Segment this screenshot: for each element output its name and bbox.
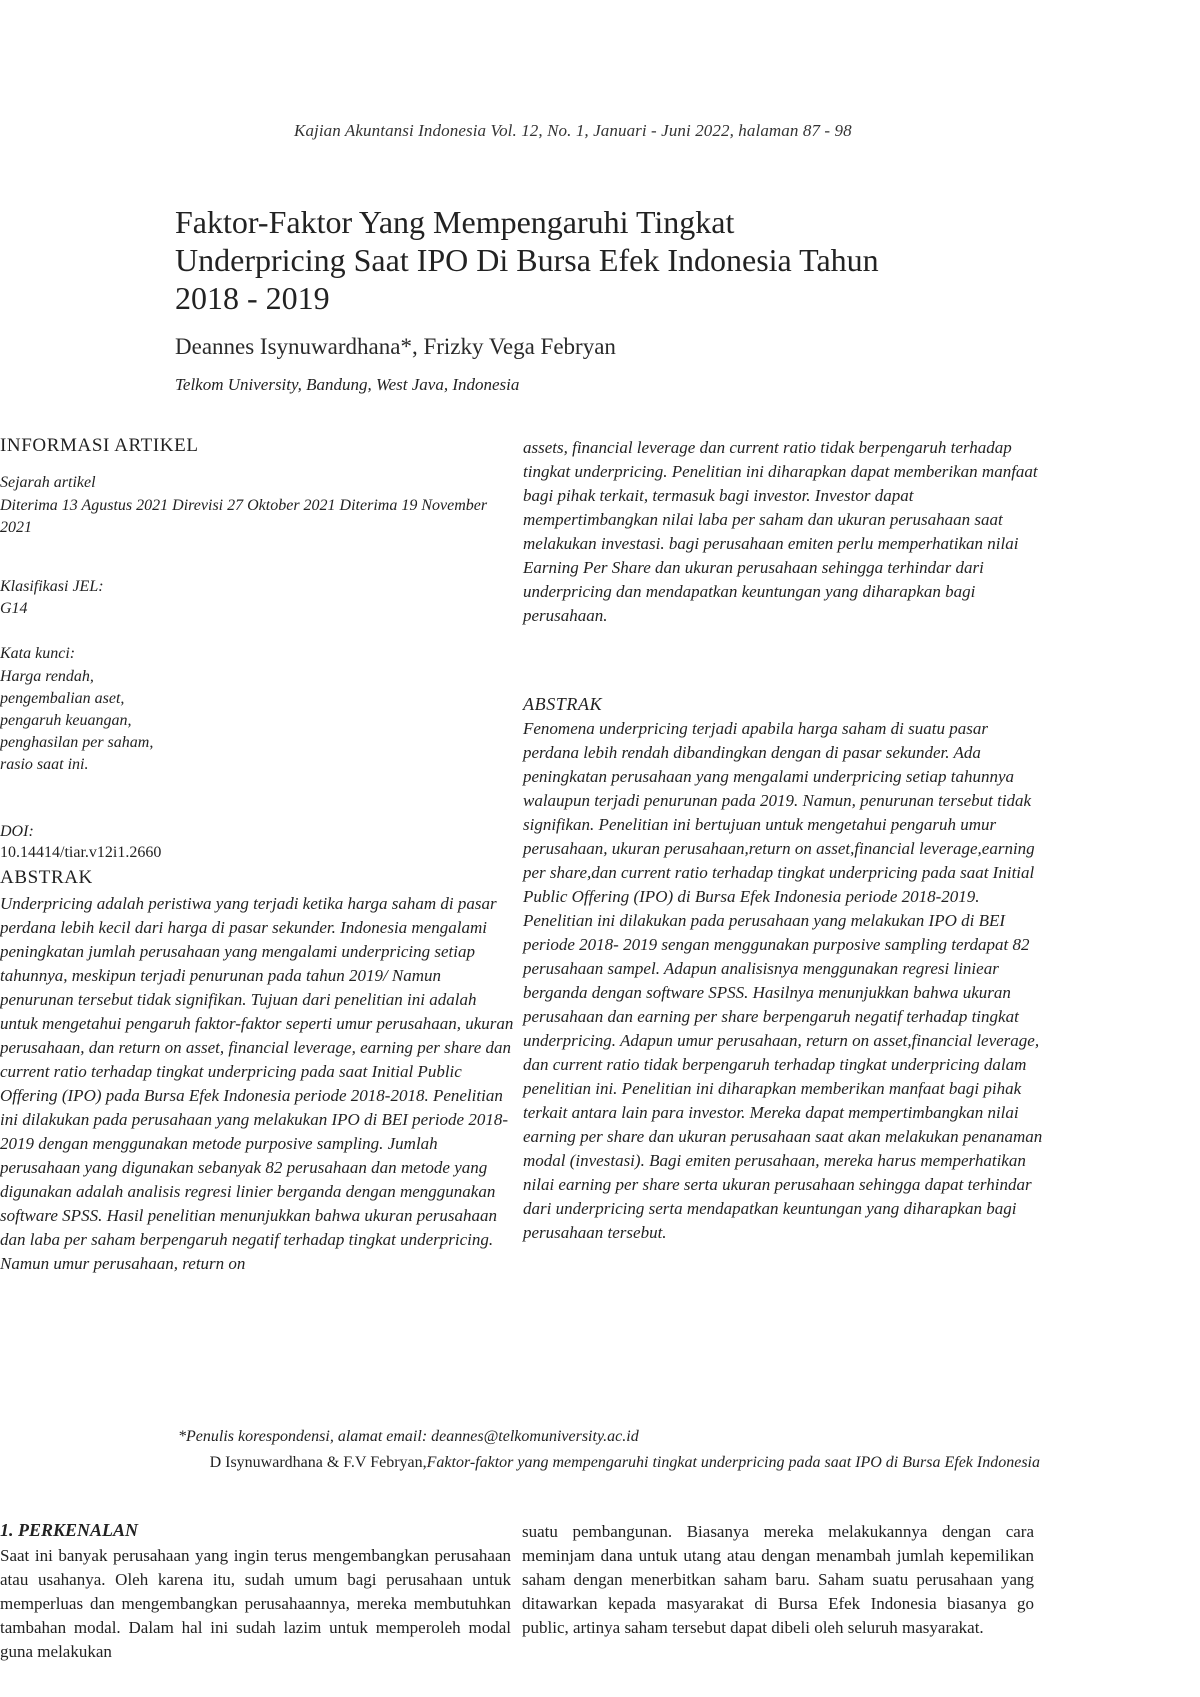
article-info-heading: INFORMASI ARTIKEL — [0, 435, 199, 456]
keyword: Harga rendah, — [0, 668, 94, 685]
keyword: rasio saat ini. — [0, 756, 89, 773]
title-line-2: Underpricing Saat IPO Di Bursa Efek Indonesia Tahun — [175, 242, 879, 278]
body-text-left: Saat ini banyak perusahaan yang ingin terus mengembangkan perusahaan atau usahanya. Oleh karena itu, sudah umum bagi perusahaan untuk memperluas dan mengembangkan perusahaannya, mereka membutuhkan tambahan modal. Dalam hal ini sudah lazim untuk memperoleh modal guna melakukan — [0, 1546, 511, 1661]
keyword: pengaruh keuangan, — [0, 712, 132, 729]
journal-header: Kajian Akuntansi Indonesia Vol. 12, No. 1, Januari - Juni 2022, halaman 87 - 98 — [294, 121, 852, 140]
abstract-heading-right: ABSTRAK — [523, 694, 603, 714]
abstract-text-left: Underpricing adalah peristiwa yang terjadi ketika harga saham di pasar perdana lebih kecil dari harga di pasar sekunder. Indonesia mengalami peningkatan jumlah perusahaan yang mengalami underpricing setiap tahunnya, meskipun terjadi penurunan pada tahun 2019/ Namun penurunan tersebut tidak signifikan. Tujuan dari penelitian ini adalah untuk mengetahui pengaruh faktor-faktor seperti umur perusahaan, ukuran perusahaan, dan return on asset, financial leverage, earning per share dan current ratio terhadap tingkat underpricing pada saat Initial Public Offering (IPO) pada Bursa Efek Indonesia periode 2018-2018. Penelitian ini dilakukan pada perusahaan yang melakukan IPO di BEI periode 2018-2019 dengan menggunakan metode purposive sampling. Jumlah perusahaan yang digunakan sebanyak 82 perusahaan dan metode yang digunakan adalah analisis regresi linier berganda dengan menggunakan software SPSS. Hasil penelitian menunjukkan bahwa ukuran perusahaan dan laba per saham berpengaruh negatif terhadap tingkat underpricing. Namun umur perusahaan, return on — [0, 894, 514, 1273]
abstract-continuation: assets, financial leverage dan current ratio tidak berpengaruh terhadap tingkat underpricing. Penelitian ini diharapkan dapat memberikan manfaat bagi pihak terkait, termasuk bagi investor. Investor dapat mempertimbangkan nilai laba per saham dan ukuran perusahaan saat melakukan investasi. bagi perusahaan emiten perlu memperhatikan nilai Earning Per Share dan ukuran perusahaan sehingga terhindar dari underpricing dan mendapatkan keuntungan yang diharapkan bagi perusahaan. — [523, 438, 1038, 625]
history-text: Diterima 13 Agustus 2021 Direvisi 27 Oktober 2021 Diterima 19 November 2021 — [0, 497, 488, 536]
jel-label: Klasifikasi JEL: — [0, 578, 104, 595]
keyword: penghasilan per saham, — [0, 734, 154, 751]
jel-code: G14 — [0, 600, 28, 617]
keywords-list — [0, 666, 520, 776]
authors: Deannes Isynuwardhana*, Frizky Vega Febryan — [175, 334, 616, 359]
doi-label: DOI: — [0, 823, 34, 840]
corresponding-author-footnote: *Penulis korespondensi, alamat email: deannes@telkomuniversity.ac.id — [178, 1428, 639, 1445]
keywords-label: Kata kunci: — [0, 645, 76, 662]
citation-line — [84, 1451, 1040, 1474]
citation-authors: D Isynuwardhana & F.V Febryan, — [209, 1454, 427, 1471]
abstract-heading-left: ABSTRAK — [0, 867, 93, 888]
section-title: 1. PERKENALAN — [0, 1520, 139, 1540]
title-line-3: 2018 - 2019 — [175, 280, 330, 316]
affiliation: Telkom University, Bandung, West Java, Indonesia — [175, 375, 520, 394]
keyword: pengembalian aset, — [0, 690, 125, 707]
body-text-right: suatu pembangunan. Biasanya mereka melakukannya dengan cara meminjam dana untuk utang atau dengan menambah jumlah kepemilikan saham dengan menerbitkan saham baru. Saham suatu perusahaan yang ditawarkan kepada masyarakat di Bursa Efek Indonesia biasanya go public, artinya saham tersebut dapat dibeli oleh seluruh masyarakat. — [522, 1522, 1034, 1637]
citation-title: Faktor-faktor yang mempengaruhi tingkat underpricing pada saat IPO di Bursa Efek Indonesia — [426, 1454, 1040, 1471]
title-line-1: Faktor-Faktor Yang Mempengaruhi Tingkat — [175, 204, 735, 240]
article-title — [175, 203, 995, 317]
doi-link[interactable]: 10.14414/tiar.v12i1.2660 — [0, 844, 162, 861]
abstract-text-right: Fenomena underpricing terjadi apabila harga saham di suatu pasar perdana lebih rendah dibandingkan dengan di pasar sekunder. Ada peningkatan perusahaan yang mengalami underpricing setiap tahunnya walaupun terjadi penurunan pada 2019. Namun, penurunan tersebut tidak signifikan. Penelitian ini bertujuan untuk mengetahui pengaruh umur perusahaan, ukuran perusahaan,return on asset,financial leverage,earning per share,dan current ratio terhadap tingkat underpricing pada saat Initial Public Offering (IPO) di Bursa Efek Indonesia periode 2018-2019. Penelitian ini dilakukan pada perusahaan yang melakukan IPO di BEI periode 2018- 2019 sengan menggunakan purposive sampling terdapat 82 perusahaan sampel. Adapun analisisnya menggunakan regresi liniear berganda dengan software SPSS. Hasilnya menunjukkan bahwa ukuran perusahaan dan earning per share berpengaruh negatif terhadap tingkat underpricing. Adapun umur perusahaan, return on asset,financial leverage, dan current ratio tidak berpengaruh terhadap tingkat underpricing dalam penelitian ini. Penelitian ini diharapkan memberikan manfaat bagi pihak terkait antara lain para investor. Mereka dapat mempertimbangkan nilai earning per share dan ukuran perusahaan saat akan melakukan penanaman modal (investasi). Bagi emiten perusahaan, mereka harus memperhatikan nilai earning per share serta ukuran perusahaan sehingga dapat terhindar dari underpricing serta mendapatkan keuntungan yang diharapkan bagi perusahaan tersebut. — [523, 719, 1043, 1242]
history-label: Sejarah artikel — [0, 474, 96, 491]
